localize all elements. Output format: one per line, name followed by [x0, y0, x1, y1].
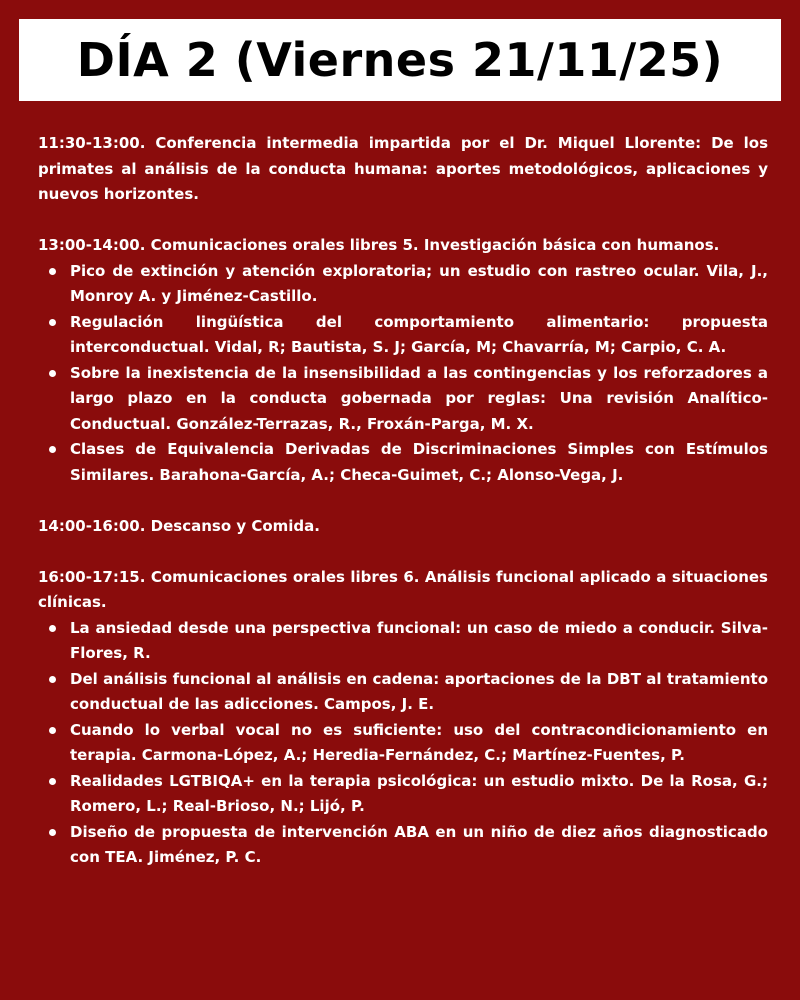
section-heading: 11:30-13:00. Conferencia intermedia impartida por el Dr. Miquel Llorente: De los primates al análisis de la conducta humana: aportes metodológicos, aplicaciones y nuevos horizontes.	[38, 134, 768, 203]
bullet-icon	[49, 370, 56, 377]
list-item	[70, 667, 768, 718]
page-title: DÍA 2 (Viernes 21/11/25)	[76, 33, 724, 87]
list-item-text: Realidades LGTBIQA+ en la terapia psicológica: un estudio mixto. De la Rosa, G.; Romero, L.; Real-Brioso, N.; Lijó, P.	[70, 771, 768, 815]
list-item-text: Regulación lingüística del comportamiento alimentario: propuesta interconductual. Vidal, R; Bautista, S. J; García, M; Chavarría, M; Carpio, C. A.	[70, 312, 768, 356]
list-item-text: Diseño de propuesta de intervención ABA en un niño de diez años diagnosticado con TEA. Jiménez, P. C.	[70, 822, 768, 866]
list-item	[70, 437, 768, 488]
communication-list	[38, 616, 768, 871]
bullet-icon	[49, 778, 56, 785]
list-item-text: Cuando lo verbal vocal no es suficiente: uso del contracondicionamiento en terapia. Carmona-López, A.; Heredia-Fernández, C.; Martínez-Fuentes, P.	[70, 720, 768, 764]
bullet-icon	[49, 727, 56, 734]
list-item	[70, 718, 768, 769]
list-item	[70, 259, 768, 310]
bullet-icon	[49, 319, 56, 326]
communication-list	[38, 259, 768, 489]
title-banner	[19, 19, 781, 101]
schedule-content	[38, 131, 768, 896]
bullet-icon	[49, 446, 56, 453]
list-item-text: Pico de extinción y atención exploratoria; un estudio con rastreo ocular. Vila, J., Monroy A. y Jiménez-Castillo.	[70, 261, 768, 305]
section-heading: 16:00-17:15. Comunicaciones orales libres 6. Análisis funcional aplicado a situaciones clínicas.	[38, 567, 768, 611]
list-item	[70, 310, 768, 361]
list-item-text: La ansiedad desde una perspectiva funcional: un caso de miedo a conducir. Silva-Flores, R.	[70, 618, 768, 662]
schedule-section	[38, 233, 768, 488]
schedule-section	[38, 131, 768, 208]
bullet-icon	[49, 625, 56, 632]
schedule-section	[38, 514, 768, 540]
list-item	[70, 361, 768, 438]
list-item-text: Clases de Equivalencia Derivadas de Discriminaciones Simples con Estímulos Similares. Barahona-García, A.; Checa-Guimet, C.; Alonso-Vega, J.	[70, 440, 768, 484]
section-heading: 14:00-16:00. Descanso y Comida.	[38, 516, 320, 535]
schedule-section	[38, 565, 768, 871]
list-item	[70, 820, 768, 871]
list-item	[70, 616, 768, 667]
bullet-icon	[49, 268, 56, 275]
bullet-icon	[49, 829, 56, 836]
list-item	[70, 769, 768, 820]
bullet-icon	[49, 676, 56, 683]
list-item-text: Del análisis funcional al análisis en cadena: aportaciones de la DBT al tratamiento conductual de las adicciones. Campos, J. E.	[70, 669, 768, 713]
section-heading: 13:00-14:00. Comunicaciones orales libres 5. Investigación básica con humanos.	[38, 236, 720, 254]
list-item-text: Sobre la inexistencia de la insensibilidad a las contingencias y los reforzadores a largo plazo en la conducta gobernada por reglas: Una revisión Analítico-Conductual. González-Terrazas, R., Froxán-Parga, M. X.	[70, 363, 768, 433]
